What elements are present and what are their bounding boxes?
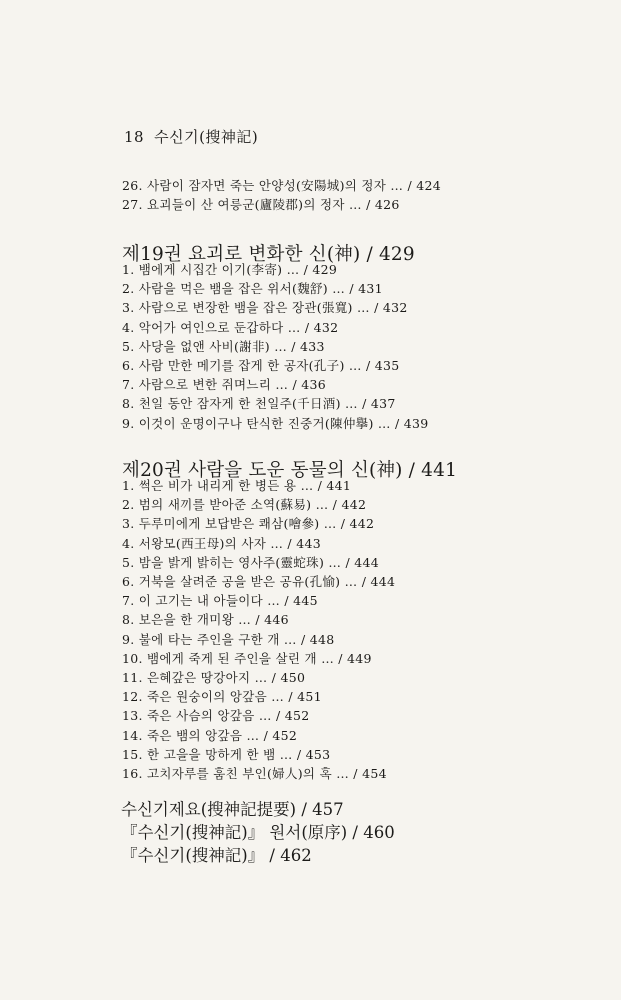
toc-entry: 14. 죽은 뱀의 앙갚음 … / 452 <box>122 727 298 743</box>
toc-entry: 8. 보은을 한 개미왕 … / 446 <box>122 612 289 628</box>
section-title: 제19권 요괴로 변화한 신(神) / 429 <box>122 244 415 265</box>
toc-entry: 5. 사당을 없앤 사비(謝非) … / 433 <box>122 338 325 354</box>
toc-entry: 10. 뱀에게 죽게 된 주인을 살린 개 … / 449 <box>122 650 372 666</box>
toc-entry: 13. 죽은 사슴의 앙갚음 … / 452 <box>122 708 310 724</box>
toc-entry: 8. 천일 동안 잠자게 한 천일주(千日酒) … / 437 <box>122 396 396 412</box>
toc-entry: 4. 서왕모(西王母)의 사자 … / 443 <box>122 535 321 551</box>
toc-entry: 9. 불에 타는 주인을 구한 개 … / 448 <box>122 631 335 647</box>
running-header <box>124 126 258 147</box>
toc-continued-list <box>122 176 441 214</box>
appendix-entry: 수신기제요(搜神記提要) / 457 <box>121 800 344 819</box>
section-title: 제20권 사람을 도운 동물의 신(神) / 441 <box>122 460 458 481</box>
book-title: 수신기(搜神記) <box>154 128 259 146</box>
toc-entry: 11. 은혜갚은 땅강아지 … / 450 <box>122 670 306 686</box>
toc-entry: 15. 한 고을을 망하게 한 뱀 … / 453 <box>122 746 331 762</box>
appendix-list <box>121 798 395 867</box>
toc-entry: 3. 두루미에게 보답받은 쾌삼(噲參) … / 442 <box>122 516 375 532</box>
toc-entry: 1. 썩은 비가 내리게 한 병든 용 … / 441 <box>122 478 352 493</box>
appendix-entry: 『수신기(搜神記)』 원서(原序) / 460 <box>121 823 395 842</box>
toc-entry: 7. 이 고기는 내 아들이다 … / 445 <box>122 593 318 609</box>
toc-entry: 9. 이것이 운명이구나 탄식한 진중거(陳仲擧) … / 439 <box>122 415 429 431</box>
toc-entry: 26. 사람이 잠자면 죽는 안양성(安陽城)의 정자 … / 424 <box>122 178 442 193</box>
toc-entry: 16. 고치자루를 훔친 부인(婦人)의 혹 … / 454 <box>122 766 387 782</box>
toc-entry: 3. 사람으로 변장한 뱀을 잡은 장관(張寬) … / 432 <box>122 300 408 316</box>
toc-entry: 7. 사람으로 변한 쥐며느리 … / 436 <box>122 377 326 393</box>
appendix-entry: 『수신기(搜神記)』 / 462 <box>121 846 312 865</box>
section-19-list <box>122 260 429 433</box>
toc-entry: 1. 뱀에게 시집간 이기(李寄) … / 429 <box>122 262 338 277</box>
toc-entry: 27. 요괴들이 산 여릉군(廬陵郡)의 정자 … / 426 <box>122 197 400 213</box>
toc-entry: 6. 사람 만한 메기를 잡게 한 공자(孔子) … / 435 <box>122 358 400 374</box>
toc-entry: 4. 악어가 여인으로 둔갑하다 … / 432 <box>122 319 339 335</box>
page-number: 18 <box>124 128 145 146</box>
toc-entry: 2. 범의 새끼를 받아준 소역(蘇易) … / 442 <box>122 497 367 513</box>
toc-entry: 6. 거북을 살려준 공을 받은 공유(孔愉) … / 444 <box>122 574 396 590</box>
toc-entry: 12. 죽은 원숭이의 앙갚음 … / 451 <box>122 689 322 705</box>
section-20-list <box>122 476 395 783</box>
toc-entry: 2. 사람을 먹은 뱀을 잡은 위서(魏舒) … / 431 <box>122 281 383 297</box>
toc-entry: 5. 밤을 밝게 밝히는 영사주(靈蛇珠) … / 444 <box>122 554 380 570</box>
